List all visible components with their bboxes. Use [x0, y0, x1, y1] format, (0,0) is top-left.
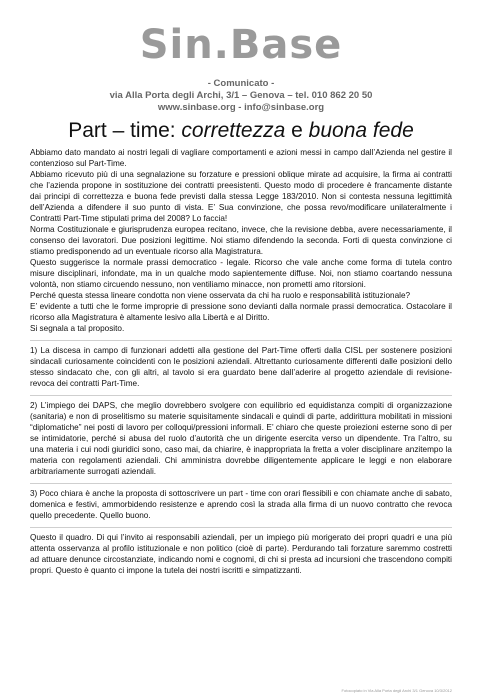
intro-paragraph: Abbiamo dato mandato ai nostri legali di vagliare comportamenti e azioni messi in campo dall’Azienda nel gestire il contenzioso sul Part-Time.	[30, 148, 452, 168]
intro-paragraph: E’ evidente a tutti che le forme improprie di pressione sono devianti dalla normale prassi democratica. Ostacolare il ricorso alla Magistratura è altamente lesivo alla Libertà e al Diritto.	[30, 302, 452, 322]
title-part-4: buona fede	[308, 119, 414, 142]
intro-paragraph: Abbiamo ricevuto più di una segnalazione su forzature e pressioni oblique mirate ad acquisire, la firma ai contratti che l’azienda propone in sostituzione dei contratti preesistenti. Questo modo di procedere è francamente distante dai principi di correttezza e buona fede previsti dalla stessa Legge 183/2010. Non si contesta nessuna legittimità dell’Azienda a difendere il suo punto di vista. E’ Sua convinzione, che possa revo/modificare unilateralmente i Contratti Part-Time stipulati prima del 2008? Lo faccia!	[30, 170, 452, 223]
title-part-1: Part – time:	[68, 119, 182, 142]
intro-paragraph: Questo suggerisce la normale prassi democratico - legale. Ricorso che vale anche come forma di tutela contro misure disciplinari, infondate, ma in un qualche modo sapientemente diffuse. Noi, non stiamo coartando nessuna volontà, non stiamo circuendo nessuno, non ventiliamo minacce, non prometti amo ritorsioni.	[30, 258, 452, 289]
document-page	[0, 20, 480, 699]
point-paragraph: 2) L’impiego dei DAPS, che meglio dovrebbero svolgere con equilibrio ed equidistanza compiti di organizzazione (sanitaria) e non di proselitismo su materie squisitamente sindacali e quindi di parte, addirittura mobilitati in missioni “diplomatiche” nei posti di lavoro per colloqui/pressioni informali. E’ chiaro che queste proiezioni esterne sono di per se intimidatorie, perché si abusa del ruolo d’autorità che un dirigente esercita verso un dipendente. Tra l’altro, su una materia i cui nodi giuridici sono, caso mai, da chiarire, è inappropriata la fretta a voler disciplinare anzitempo la materia con regolamenti aziendali. Chi amministra dovrebbe diligentemente applicare le leggi e non elaborare arbitrariamente surrogati aziendali.	[30, 395, 452, 477]
title-part-3: e	[285, 119, 309, 142]
address-line: via Alla Porta degli Archi, 3/1 – Genova – tel. 010 862 20 50	[109, 90, 373, 101]
intro-section	[30, 147, 452, 334]
point-paragraph: 3) Poco chiara è anche la proposta di sottoscrivere un part - time con orari flessibili e con chiamate anche di sabato, domenica e festivi, ammorbidendo resistenze e aprendo così la strada alla firma di un nuovo contratto che revoca quello precedente. Quello buono.	[30, 483, 452, 521]
points-section	[30, 340, 452, 576]
comunicato-label: - Comunicato -	[207, 78, 275, 89]
point-paragraph: 1) La discesa in campo di funzionari addetti alla gestione del Part-Time offerti dalla CISL per sostenere posizioni sindacali curiosamente coincidenti con le posizioni aziendali. Altrettanto curiosamente differenti dalle posizioni dello stesso sindacato che, con gli altri, al tavolo si era guardato bene dall’aderire al progetto aziendale di revisione-revoca dei contratti Part-Time.	[30, 340, 452, 389]
point-paragraph: Questo il quadro. Di qui l’invito ai responsabili aziendali, per un impiego più morigerato dei propri quadri e una più attenta osservanza al profilo istituzionale e non politico (cioè di parte). Perdurando tali forzature saremmo costretti ad attuare denunce circostanziate, indicando nomi e cognomi, di chi si presta ad incursioni che trascendono compiti propri. Questo è quanto ci impone la tutela dei nostri iscritti e simpatizzanti.	[30, 527, 452, 576]
web-line: www.sinbase.org - info@sinbase.org	[157, 102, 325, 113]
intro-paragraph: Perché questa stessa lineare condotta non viene osservata da chi ha ruolo e responsabilità istituzionale?	[30, 291, 411, 300]
print-footer: Fotocopiato in Via Alla Porta degli Archi 3/1 Genova 10/3/2012	[341, 688, 452, 693]
document-title	[30, 118, 452, 144]
title-part-2: correttezza	[181, 119, 286, 142]
intro-paragraph: Norma Costituzionale e giurisprudenza europea recitano, invece, che la revisione debba, avere necessariamente, il consenso dei lavoratori. Due posizioni legittime. Noi stiamo difendendo la seconda. Forti di questa convinzione ci stiamo predisponendo ad un eventuale ricorso alla Magistratura.	[30, 225, 452, 256]
intro-paragraph: Si segnala a tal proposito.	[30, 324, 125, 333]
sinbase-logo: Sin.Base	[139, 22, 343, 68]
